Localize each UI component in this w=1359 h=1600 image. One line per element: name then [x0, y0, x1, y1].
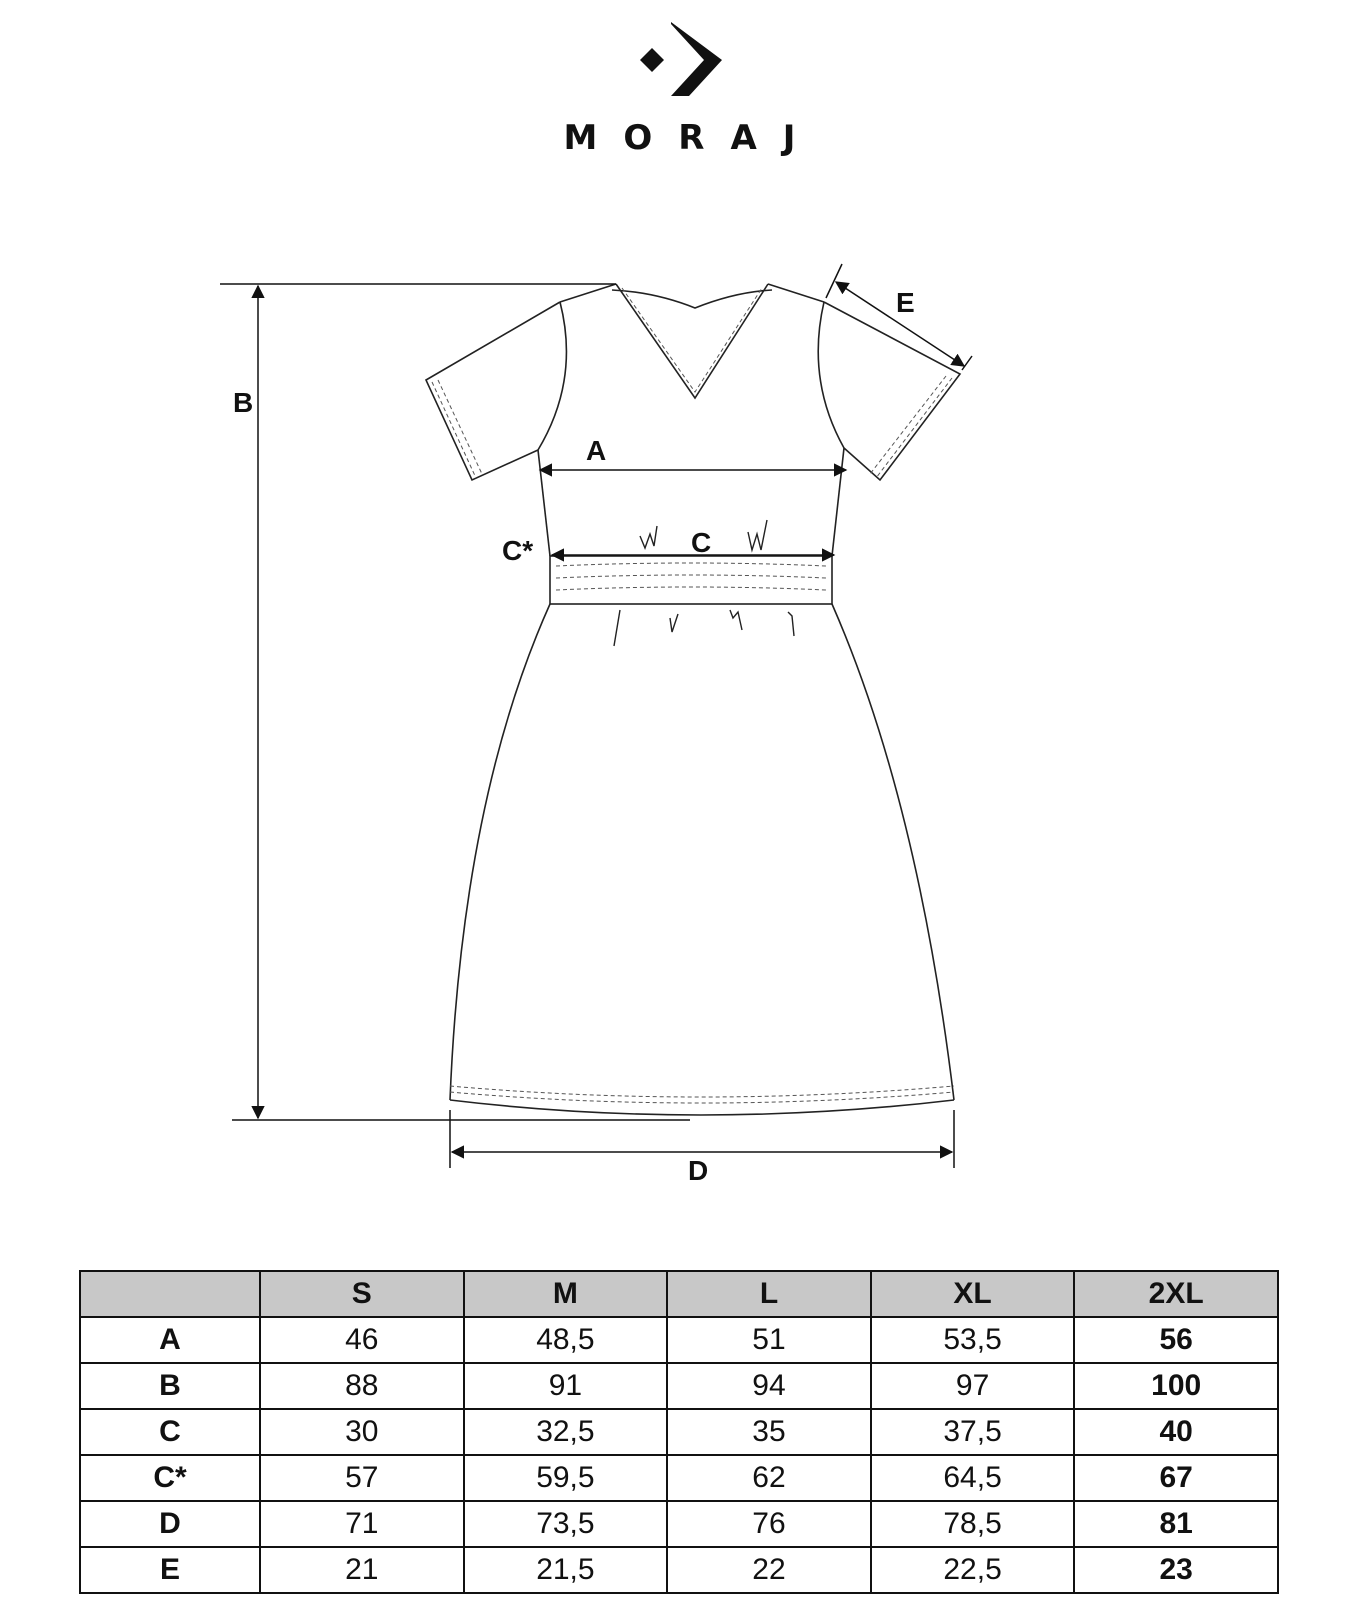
header-cell: M	[464, 1271, 668, 1317]
table-cell: 37,5	[871, 1409, 1075, 1455]
header-cell: L	[667, 1271, 871, 1317]
label-a: A	[586, 435, 607, 466]
table-cell: 94	[667, 1363, 871, 1409]
row-label: D	[80, 1501, 260, 1547]
table-cell: 78,5	[871, 1501, 1075, 1547]
table-cell: 100	[1074, 1363, 1278, 1409]
table-cell: 48,5	[464, 1317, 668, 1363]
table-header-row	[80, 1271, 1278, 1317]
table-cell: 22,5	[871, 1547, 1075, 1593]
row-label: C*	[80, 1455, 260, 1501]
table-cell: 51	[667, 1317, 871, 1363]
row-label: B	[80, 1363, 260, 1409]
header-cell	[80, 1271, 260, 1317]
label-e: E	[896, 287, 915, 318]
table-cell: 46	[260, 1317, 464, 1363]
table-cell: 32,5	[464, 1409, 668, 1455]
header-cell: XL	[871, 1271, 1075, 1317]
table-cell: 97	[871, 1363, 1075, 1409]
dress-outline	[426, 284, 960, 1115]
table-row	[80, 1409, 1278, 1455]
table-cell: 56	[1074, 1317, 1278, 1363]
table-cell: 62	[667, 1455, 871, 1501]
stitching	[432, 288, 954, 1103]
table-cell: 22	[667, 1547, 871, 1593]
table-row	[80, 1317, 1278, 1363]
label-c: C	[691, 527, 712, 558]
table-row	[80, 1501, 1278, 1547]
table-cell: 59,5	[464, 1455, 668, 1501]
measure-lines	[220, 264, 972, 1168]
row-label: A	[80, 1317, 260, 1363]
table-cell: 21	[260, 1547, 464, 1593]
table-cell: 76	[667, 1501, 871, 1547]
row-label: E	[80, 1547, 260, 1593]
size-table	[79, 1270, 1279, 1594]
table-cell: 30	[260, 1409, 464, 1455]
table-cell: 23	[1074, 1547, 1278, 1593]
label-d: D	[688, 1155, 709, 1186]
table-cell: 71	[260, 1501, 464, 1547]
table-cell: 35	[667, 1409, 871, 1455]
brand-name: MORAJ	[563, 118, 822, 158]
label-c-star: C*	[502, 535, 534, 566]
table-cell: 91	[464, 1363, 668, 1409]
table-cell: 40	[1074, 1409, 1278, 1455]
table-cell: 67	[1074, 1455, 1278, 1501]
header-cell: 2XL	[1074, 1271, 1278, 1317]
table-row	[80, 1363, 1278, 1409]
table-row	[80, 1547, 1278, 1593]
table-cell: 53,5	[871, 1317, 1075, 1363]
table-cell: 57	[260, 1455, 464, 1501]
header-cell: S	[260, 1271, 464, 1317]
table-cell: 88	[260, 1363, 464, 1409]
table-row	[80, 1455, 1278, 1501]
table-cell: 64,5	[871, 1455, 1075, 1501]
label-b: B	[233, 387, 254, 418]
row-label: C	[80, 1409, 260, 1455]
table-cell: 21,5	[464, 1547, 668, 1593]
table-cell: 81	[1074, 1501, 1278, 1547]
table-cell: 73,5	[464, 1501, 668, 1547]
